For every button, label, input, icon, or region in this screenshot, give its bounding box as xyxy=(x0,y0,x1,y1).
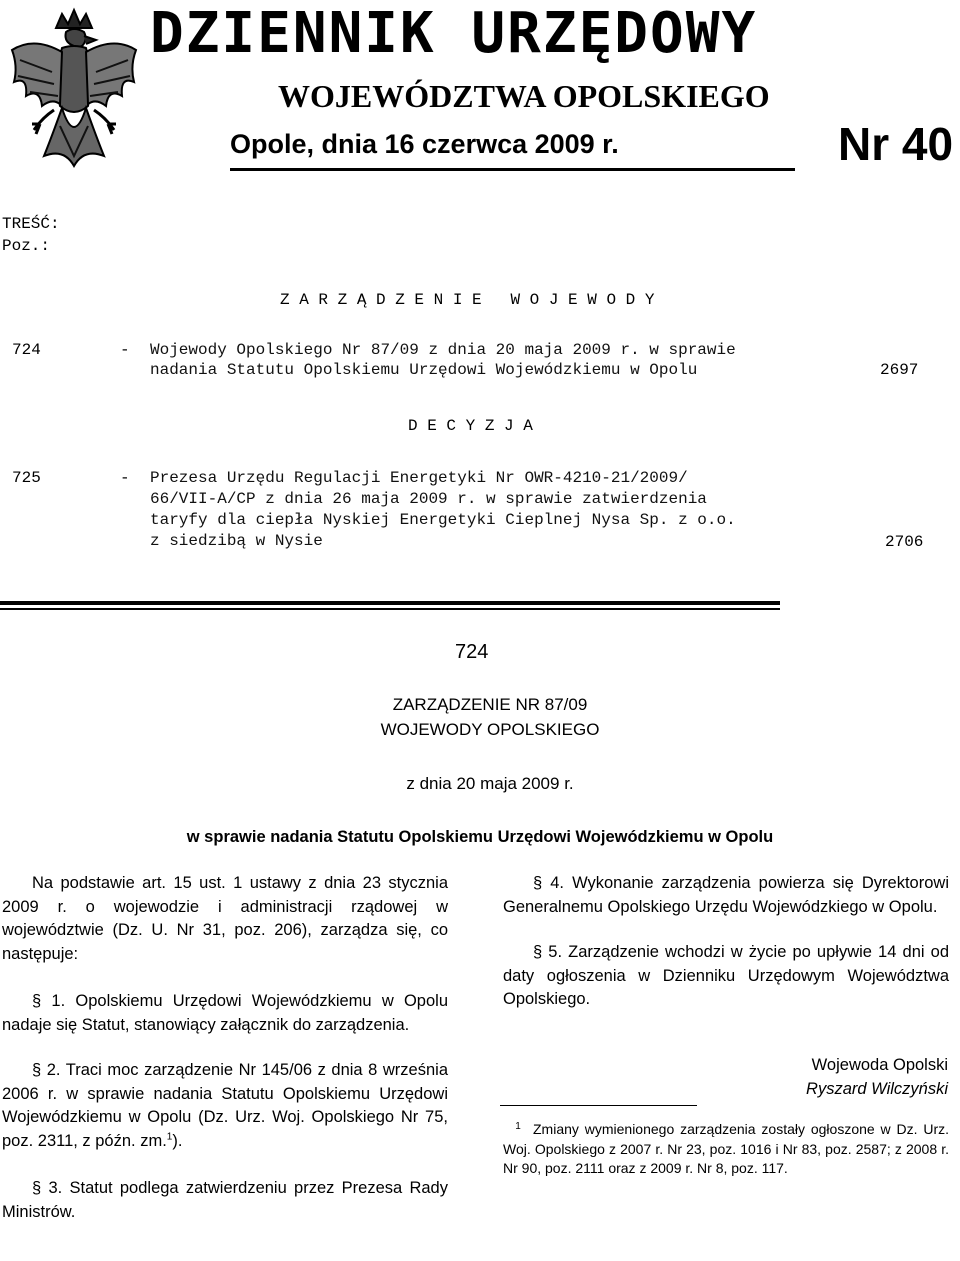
toc-item-724-page: 2697 xyxy=(880,361,919,379)
footnote-mark: 1 xyxy=(515,1121,521,1132)
toc-item-724-line2: nadania Statutu Opolskiemu Urzędowi Wojewódzkiemu w Opolu xyxy=(150,361,698,379)
toc-item-724-number: 724 xyxy=(12,341,41,359)
issue-number: Nr 40 xyxy=(838,118,954,170)
act-date: z dnia 20 maja 2009 r. xyxy=(406,774,574,793)
toc-item-725-line3: taryfy dla ciepła Nyskiej Energetyki Cieplnej Nysa Sp. z o.o. xyxy=(150,511,736,529)
toc-item-725-line1: Prezesa Urzędu Regulacji Energetyki Nr OWR-4210-21/2009/ xyxy=(150,469,688,487)
toc-label: TREŚĆ: xyxy=(2,215,60,233)
toc-section-zarzadzenie: Z A R Z Ą D Z E N I E W O J E W O D Y xyxy=(280,291,655,309)
footnote-rule xyxy=(500,1105,697,1106)
paragraph-2-text: § 2. Traci moc zarządzenie Nr 145/06 z dnia 8 września 2006 r. w sprawie nadania Statutu Opolskiemu Urzędowi Wojewódzkiemu w Opolu (Dz. Urz. Woj. Opolskiego Nr 75, poz. 2311, z późn. zm. xyxy=(2,1061,448,1150)
white-eagle-emblem-icon xyxy=(4,6,144,171)
section-rule-thin xyxy=(0,608,780,610)
toc-item-725-line2: 66/VII-A/CP z dnia 26 maja 2009 r. w sprawie zatwierdzenia xyxy=(150,490,707,508)
right-column xyxy=(503,872,949,1012)
act-subject: w sprawie nadania Statutu Opolskiemu Urzędowi Wojewódzkiemu w Opolu xyxy=(186,828,774,846)
act-issuer: WOJEWODY OPOLSKIEGO xyxy=(380,720,600,739)
footnote xyxy=(503,1120,949,1179)
toc-item-725-line4: z siedzibą w Nysie xyxy=(150,532,323,550)
paragraph-3: § 3. Statut podlega zatwierdzeniu przez Prezesa Rady Ministrów. xyxy=(2,1179,448,1221)
footnote-text: Zmiany wymienionego zarządzenia zostały ogłoszone w Dz. Urz. Woj. Opolskiego z 2007 r. Nr 23, poz. 1016 i Nr 83, poz. 2587; z 2008 r. Nr 90, poz. 2111 oraz z 2009 r. Nr 8, poz. 117. xyxy=(503,1121,949,1176)
paragraph-2 xyxy=(2,1059,448,1153)
toc-item-724-line1: Wojewody Opolskiego Nr 87/09 z dnia 20 maja 2009 r. w sprawie xyxy=(150,341,736,359)
masthead-rule xyxy=(230,168,795,171)
section-rule-thick xyxy=(0,601,780,605)
left-column xyxy=(2,872,448,1224)
paragraph-2-end: ). xyxy=(172,1131,183,1150)
journal-subtitle: WOJEWÓDZTWA OPOLSKIEGO xyxy=(278,78,770,114)
preamble-paragraph: Na podstawie art. 15 ust. 1 ustawy z dnia 23 stycznia 2009 r. o wojewodzie i administracji rządowej w województwie (Dz. U. Nr 31, poz. 206), zarządza się, co następuje: xyxy=(2,874,448,963)
toc-item-725-number: 725 xyxy=(12,469,41,487)
paragraph-4: § 4. Wykonanie zarządzenia powierza się Dyrektorowi Generalnemu Opolskiego Urzędu Wojewódzkiego w Opolu. xyxy=(503,874,949,916)
act-heading: ZARZĄDZENIE NR 87/09 xyxy=(392,695,588,714)
act-position-number: 724 xyxy=(455,641,489,663)
toc-item-724-dash: - xyxy=(120,341,130,359)
paragraph-5: § 5. Zarządzenie wchodzi w życie po upływie 14 dni od daty ogłoszenia w Dzienniku Urzędowym Województwa Opolskiego. xyxy=(503,943,949,1008)
signature-title: Wojewoda Opolski xyxy=(811,1056,948,1074)
footnote-reference: 1 xyxy=(166,1131,173,1142)
paragraph-1: § 1. Opolskiemu Urzędowi Wojewódzkiemu w Opolu nadaje się Statut, stanowiący załącznik do zarządzenia. xyxy=(2,992,448,1034)
toc-section-decyzja: D E C Y Z J A xyxy=(408,417,533,435)
issue-dateline: Opole, dnia 16 czerwca 2009 r. xyxy=(230,129,619,159)
journal-title: DZIENNIK URZĘDOWY xyxy=(150,1,758,66)
toc-item-725-page: 2706 xyxy=(885,533,924,551)
toc-item-725-dash: - xyxy=(120,469,130,487)
toc-position-label: Poz.: xyxy=(2,237,51,255)
signature-name: Ryszard Wilczyński xyxy=(806,1080,948,1098)
